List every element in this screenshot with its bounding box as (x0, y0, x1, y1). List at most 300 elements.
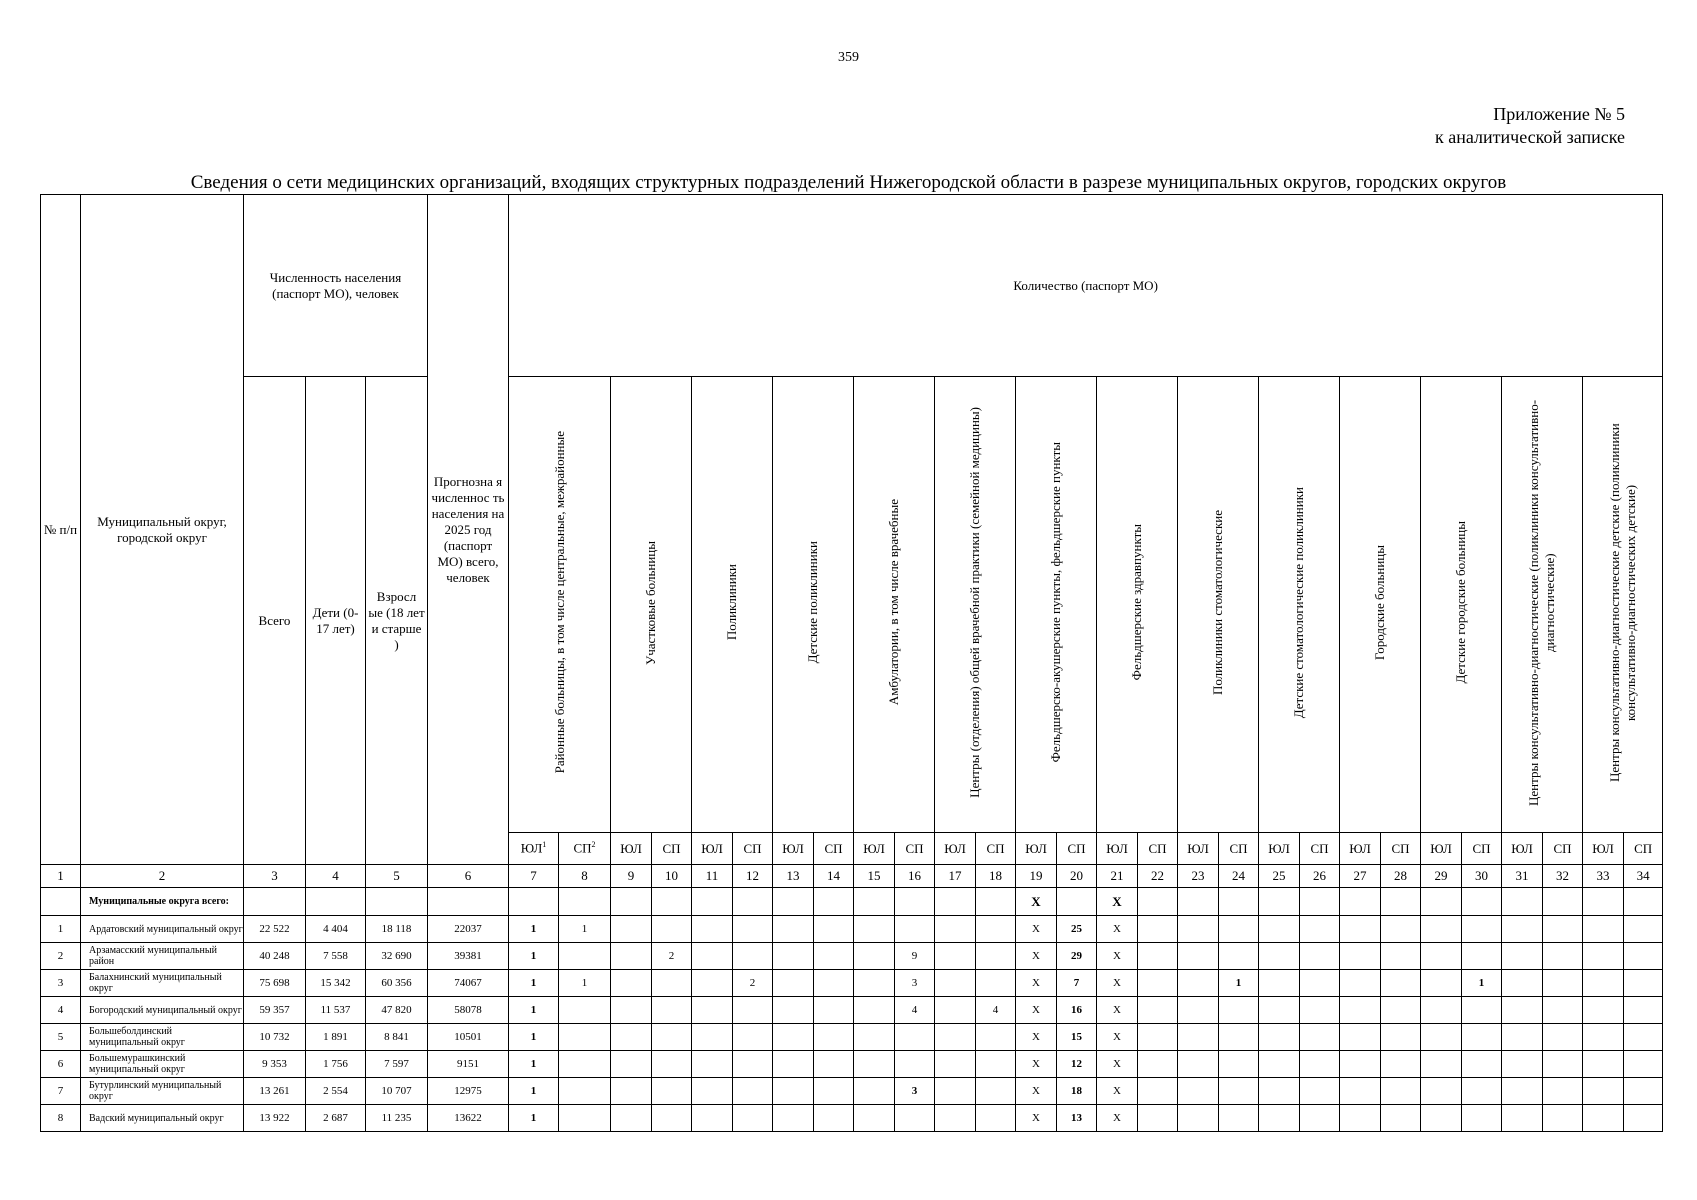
count-cell (1178, 1105, 1219, 1132)
header-forecast: Прогнозна я численнос ть населения на 2025 год (паспорт МО) всего, человек (428, 195, 509, 865)
header-sp: СП (733, 833, 773, 865)
row-num: 5 (41, 1024, 81, 1051)
count-cell (1462, 943, 1502, 970)
population-children: 4 404 (306, 916, 366, 943)
table-cell (41, 888, 81, 916)
count-cell (1624, 943, 1663, 970)
count-cell (1543, 916, 1583, 943)
count-cell (692, 997, 733, 1024)
column-number: 6 (428, 865, 509, 888)
count-cell: 2 (652, 943, 692, 970)
appendix-note (1435, 103, 1625, 149)
population-adults: 7 597 (366, 1051, 428, 1078)
count-cell (559, 1078, 611, 1105)
count-cell (692, 1051, 733, 1078)
column-number: 5 (366, 865, 428, 888)
count-cell (935, 916, 976, 943)
count-cell (559, 943, 611, 970)
count-cell: 25 (1057, 916, 1097, 943)
header-municipality: Муниципальный округ, городской округ (81, 195, 244, 865)
count-cell (1543, 1105, 1583, 1132)
table-cell (559, 888, 611, 916)
count-cell (652, 1051, 692, 1078)
count-cell (1340, 943, 1381, 970)
table-cell (1543, 888, 1583, 916)
count-cell (733, 1105, 773, 1132)
count-cell (976, 916, 1016, 943)
column-number: 4 (306, 865, 366, 888)
count-cell (935, 997, 976, 1024)
table-cell (976, 888, 1016, 916)
table-cell (1421, 888, 1462, 916)
count-cell (976, 1051, 1016, 1078)
count-cell: X (1016, 997, 1057, 1024)
population-total: 59 357 (244, 997, 306, 1024)
table-cell (1057, 888, 1097, 916)
count-cell (1543, 997, 1583, 1024)
header-sp: СП (1138, 833, 1178, 865)
header-category: Детские поликлиники (773, 377, 854, 833)
count-cell: 1 (1219, 970, 1259, 997)
count-cell: 2 (733, 970, 773, 997)
forecast-population: 58078 (428, 997, 509, 1024)
column-number: 13 (773, 865, 814, 888)
count-cell (814, 943, 854, 970)
count-cell (1583, 1105, 1624, 1132)
count-cell: X (1097, 943, 1138, 970)
count-cell: 4 (895, 997, 935, 1024)
municipality-name: Вадский муниципальный округ (81, 1105, 244, 1132)
count-cell (814, 997, 854, 1024)
table-cell (509, 888, 559, 916)
count-cell: 1 (509, 997, 559, 1024)
count-cell (773, 1024, 814, 1051)
forecast-population: 74067 (428, 970, 509, 997)
count-cell: X (1097, 970, 1138, 997)
header-sp: СП (1219, 833, 1259, 865)
column-number: 19 (1016, 865, 1057, 888)
count-cell (1219, 1024, 1259, 1051)
count-cell (854, 1051, 895, 1078)
count-cell (611, 997, 652, 1024)
count-cell (1300, 997, 1340, 1024)
count-cell (935, 1105, 976, 1132)
table-cell (1340, 888, 1381, 916)
count-cell (652, 1078, 692, 1105)
count-cell: 1 (509, 1078, 559, 1105)
table-cell (652, 888, 692, 916)
count-cell (1502, 997, 1543, 1024)
count-cell (1138, 943, 1178, 970)
count-cell (692, 1105, 733, 1132)
count-cell (1259, 1024, 1300, 1051)
count-cell: X (1097, 1078, 1138, 1105)
total-row-label: Муниципальные округа всего: (81, 888, 244, 916)
count-cell (1543, 1024, 1583, 1051)
count-cell (1381, 916, 1421, 943)
column-number: 20 (1057, 865, 1097, 888)
population-total: 9 353 (244, 1051, 306, 1078)
column-number: 18 (976, 865, 1016, 888)
count-cell (1340, 970, 1381, 997)
count-cell (1138, 970, 1178, 997)
count-cell (895, 1051, 935, 1078)
count-cell (1178, 916, 1219, 943)
count-cell (1381, 1078, 1421, 1105)
count-cell (814, 970, 854, 997)
table-cell (1462, 888, 1502, 916)
count-cell (814, 916, 854, 943)
header-category: Центры консультативно-диагностические (поликлиники консультативно-диагностические) (1502, 377, 1583, 833)
header-category: Центры (отделения) общей врачебной практики (семейной медицины) (935, 377, 1016, 833)
count-cell (1300, 1078, 1340, 1105)
header-category: Участковые больницы (611, 377, 692, 833)
count-cell (1462, 1105, 1502, 1132)
count-cell (733, 916, 773, 943)
count-cell (1138, 997, 1178, 1024)
count-cell: 1 (509, 970, 559, 997)
count-cell (1178, 970, 1219, 997)
table-cell (306, 888, 366, 916)
column-number: 23 (1178, 865, 1219, 888)
column-number: 10 (652, 865, 692, 888)
page-number: 359 (838, 50, 859, 65)
header-num: № п/п (41, 195, 81, 865)
count-cell (1462, 1078, 1502, 1105)
header-sp: СП (1300, 833, 1340, 865)
count-cell (814, 1051, 854, 1078)
count-cell (1178, 997, 1219, 1024)
population-children: 1 891 (306, 1024, 366, 1051)
count-cell: 1 (509, 1105, 559, 1132)
population-adults: 60 356 (366, 970, 428, 997)
population-adults: 47 820 (366, 997, 428, 1024)
column-number: 11 (692, 865, 733, 888)
count-cell (895, 1024, 935, 1051)
count-cell: X (1016, 916, 1057, 943)
appendix-line1: Приложение № 5 (1493, 104, 1625, 124)
count-cell (611, 916, 652, 943)
document-title: Сведения о сети медицинских организаций, входящих структурных подразделений Нижегородской области в разрезе муниципальных округов, городских округов (190, 172, 1507, 193)
municipality-name: Ардатовский муниципальный округ (81, 916, 244, 943)
header-category: Городские больницы (1340, 377, 1421, 833)
column-number: 25 (1259, 865, 1300, 888)
population-total: 13 261 (244, 1078, 306, 1105)
count-cell: 15 (1057, 1024, 1097, 1051)
count-cell (1340, 1051, 1381, 1078)
table-cell (611, 888, 652, 916)
count-cell (1381, 997, 1421, 1024)
count-cell (1543, 1051, 1583, 1078)
count-cell (854, 1024, 895, 1051)
header-yul: ЮЛ (1583, 833, 1624, 865)
count-cell: X (1097, 1105, 1138, 1132)
count-cell (1381, 1051, 1421, 1078)
count-cell (1624, 997, 1663, 1024)
column-number: 22 (1138, 865, 1178, 888)
count-cell (1462, 916, 1502, 943)
header-adults: Взросл ые (18 лет и старше ) (366, 377, 428, 865)
table-cell (1219, 888, 1259, 916)
count-cell (895, 916, 935, 943)
count-cell (976, 1024, 1016, 1051)
table-cell (895, 888, 935, 916)
population-children: 15 342 (306, 970, 366, 997)
count-cell (1502, 943, 1543, 970)
header-category: Фельдшерско-акушерские пункты, фельдшерские пункты (1016, 377, 1097, 833)
row-num: 6 (41, 1051, 81, 1078)
count-cell: X (1016, 970, 1057, 997)
medical-network-table (40, 194, 1663, 1132)
table-row (41, 1051, 1663, 1078)
count-cell (692, 1078, 733, 1105)
table-row (41, 997, 1663, 1024)
forecast-population: 13622 (428, 1105, 509, 1132)
table-cell (1624, 888, 1663, 916)
column-number: 33 (1583, 865, 1624, 888)
count-cell: X (1016, 1024, 1057, 1051)
population-children: 1 756 (306, 1051, 366, 1078)
count-cell (1300, 1105, 1340, 1132)
count-cell (1502, 916, 1543, 943)
count-cell (1300, 1024, 1340, 1051)
population-total: 75 698 (244, 970, 306, 997)
count-cell: 12 (1057, 1051, 1097, 1078)
count-cell (1543, 1078, 1583, 1105)
count-cell (1421, 1024, 1462, 1051)
count-cell (1219, 997, 1259, 1024)
count-cell (1259, 1078, 1300, 1105)
count-cell (1259, 943, 1300, 970)
table-row (41, 1105, 1663, 1132)
count-cell (773, 1105, 814, 1132)
count-cell (1624, 1078, 1663, 1105)
count-cell (1340, 916, 1381, 943)
count-cell (1583, 943, 1624, 970)
municipality-name: Арзамасский муниципальный район (81, 943, 244, 970)
table-cell (692, 888, 733, 916)
count-cell: 1 (1462, 970, 1502, 997)
count-cell (1340, 1105, 1381, 1132)
count-cell (976, 970, 1016, 997)
count-cell (692, 1024, 733, 1051)
count-cell (652, 1024, 692, 1051)
column-number: 1 (41, 865, 81, 888)
table-row (41, 970, 1663, 997)
population-adults: 11 235 (366, 1105, 428, 1132)
count-cell: X (1016, 1078, 1057, 1105)
count-cell (1219, 943, 1259, 970)
header-yul: ЮЛ (1097, 833, 1138, 865)
count-cell (733, 1051, 773, 1078)
count-cell (1624, 1051, 1663, 1078)
header-sp: $СП^2$ (559, 833, 611, 865)
count-cell (1178, 1024, 1219, 1051)
header-yul: ЮЛ (1502, 833, 1543, 865)
header-sp: СП (1543, 833, 1583, 865)
column-number: 26 (1300, 865, 1340, 888)
column-number: 15 (854, 865, 895, 888)
population-children: 2 687 (306, 1105, 366, 1132)
count-cell: 3 (895, 1078, 935, 1105)
header-sp: СП (1057, 833, 1097, 865)
count-cell: X (1016, 1051, 1057, 1078)
count-cell (1421, 970, 1462, 997)
count-cell (935, 943, 976, 970)
count-cell (611, 970, 652, 997)
count-cell: 13 (1057, 1105, 1097, 1132)
header-yul: ЮЛ (773, 833, 814, 865)
count-cell (1502, 1051, 1543, 1078)
column-number: 16 (895, 865, 935, 888)
count-cell (1462, 1051, 1502, 1078)
count-cell (1421, 916, 1462, 943)
footnote-mark: 2 (591, 840, 596, 850)
table-cell (244, 888, 306, 916)
count-cell (733, 1024, 773, 1051)
count-cell (1502, 1105, 1543, 1132)
count-cell (1543, 943, 1583, 970)
table-cell (428, 888, 509, 916)
count-cell (773, 1051, 814, 1078)
population-total: 10 732 (244, 1024, 306, 1051)
count-cell (1421, 997, 1462, 1024)
count-cell (1259, 970, 1300, 997)
header-sp: СП (814, 833, 854, 865)
row-num: 7 (41, 1078, 81, 1105)
count-cell: 1 (559, 970, 611, 997)
header-category: Районные больницы, в том числе центральные, межрайонные (509, 377, 611, 833)
population-total: 13 922 (244, 1105, 306, 1132)
count-cell: X (1097, 916, 1138, 943)
header-yul: $ЮЛ^1$ (509, 833, 559, 865)
count-cell (1583, 997, 1624, 1024)
header-category: Детские стоматологические поликлиники (1259, 377, 1340, 833)
count-cell: X (1097, 1024, 1138, 1051)
count-cell (559, 1051, 611, 1078)
count-cell (1381, 1105, 1421, 1132)
count-cell (1138, 1078, 1178, 1105)
count-cell (1340, 1078, 1381, 1105)
population-children: 7 558 (306, 943, 366, 970)
count-cell (611, 1024, 652, 1051)
total-x-mark: X (1016, 888, 1057, 916)
population-children: 11 537 (306, 997, 366, 1024)
count-cell (1259, 997, 1300, 1024)
count-cell (976, 1105, 1016, 1132)
count-cell: X (1097, 1051, 1138, 1078)
municipality-name: Большемурашкинский муниципальный округ (81, 1051, 244, 1078)
count-cell: 1 (559, 916, 611, 943)
count-cell (935, 1024, 976, 1051)
count-cell (559, 997, 611, 1024)
count-cell (1259, 1105, 1300, 1132)
count-cell (611, 1105, 652, 1132)
count-cell (854, 1078, 895, 1105)
header-yul: ЮЛ (1340, 833, 1381, 865)
row-num: 2 (41, 943, 81, 970)
column-number: 14 (814, 865, 854, 888)
forecast-population: 9151 (428, 1051, 509, 1078)
count-cell (652, 916, 692, 943)
count-cell (1624, 1105, 1663, 1132)
count-cell: 18 (1057, 1078, 1097, 1105)
count-cell (1421, 1078, 1462, 1105)
header-yul: ЮЛ (854, 833, 895, 865)
count-cell (1502, 1078, 1543, 1105)
count-cell (733, 1078, 773, 1105)
count-cell (895, 1105, 935, 1132)
header-sp: СП (1624, 833, 1663, 865)
count-cell (935, 970, 976, 997)
column-number: 2 (81, 865, 244, 888)
count-cell (935, 1078, 976, 1105)
table-cell (935, 888, 976, 916)
count-cell (1178, 1078, 1219, 1105)
count-cell (814, 1105, 854, 1132)
count-cell (1462, 997, 1502, 1024)
count-cell (1138, 1024, 1178, 1051)
footnote-mark: 1 (542, 840, 547, 850)
forecast-population: 22037 (428, 916, 509, 943)
header-yul: ЮЛ (1016, 833, 1057, 865)
table-cell (1178, 888, 1219, 916)
count-cell: 3 (895, 970, 935, 997)
count-cell (652, 997, 692, 1024)
population-adults: 8 841 (366, 1024, 428, 1051)
count-cell (733, 997, 773, 1024)
count-cell (559, 1105, 611, 1132)
population-children: 2 554 (306, 1078, 366, 1105)
table-row (41, 943, 1663, 970)
count-cell: 9 (895, 943, 935, 970)
count-cell (1259, 1051, 1300, 1078)
count-cell (1219, 1078, 1259, 1105)
count-cell: X (1016, 943, 1057, 970)
count-cell (1462, 1024, 1502, 1051)
column-number: 27 (1340, 865, 1381, 888)
table-row (41, 1024, 1663, 1051)
column-number: 8 (559, 865, 611, 888)
table-cell (733, 888, 773, 916)
row-num: 3 (41, 970, 81, 997)
header-category: Поликлиники (692, 377, 773, 833)
row-num: 8 (41, 1105, 81, 1132)
header-sp: СП (895, 833, 935, 865)
column-number: 32 (1543, 865, 1583, 888)
count-cell (1381, 970, 1421, 997)
header-population: Численность населения (паспорт МО), человек (244, 195, 428, 377)
header-children: Дети (0-17 лет) (306, 377, 366, 865)
count-cell (611, 1078, 652, 1105)
count-cell (773, 916, 814, 943)
count-cell (1219, 916, 1259, 943)
column-number: 21 (1097, 865, 1138, 888)
row-num: 4 (41, 997, 81, 1024)
table-cell (814, 888, 854, 916)
population-adults: 10 707 (366, 1078, 428, 1105)
header-category: Амбулатории, в том числе врачебные (854, 377, 935, 833)
count-cell (773, 997, 814, 1024)
count-cell (1421, 1051, 1462, 1078)
count-cell (814, 1024, 854, 1051)
count-cell (559, 1024, 611, 1051)
total-row (41, 888, 1663, 916)
count-cell (652, 970, 692, 997)
count-cell (1300, 916, 1340, 943)
count-cell (1583, 1078, 1624, 1105)
count-cell (1219, 1105, 1259, 1132)
